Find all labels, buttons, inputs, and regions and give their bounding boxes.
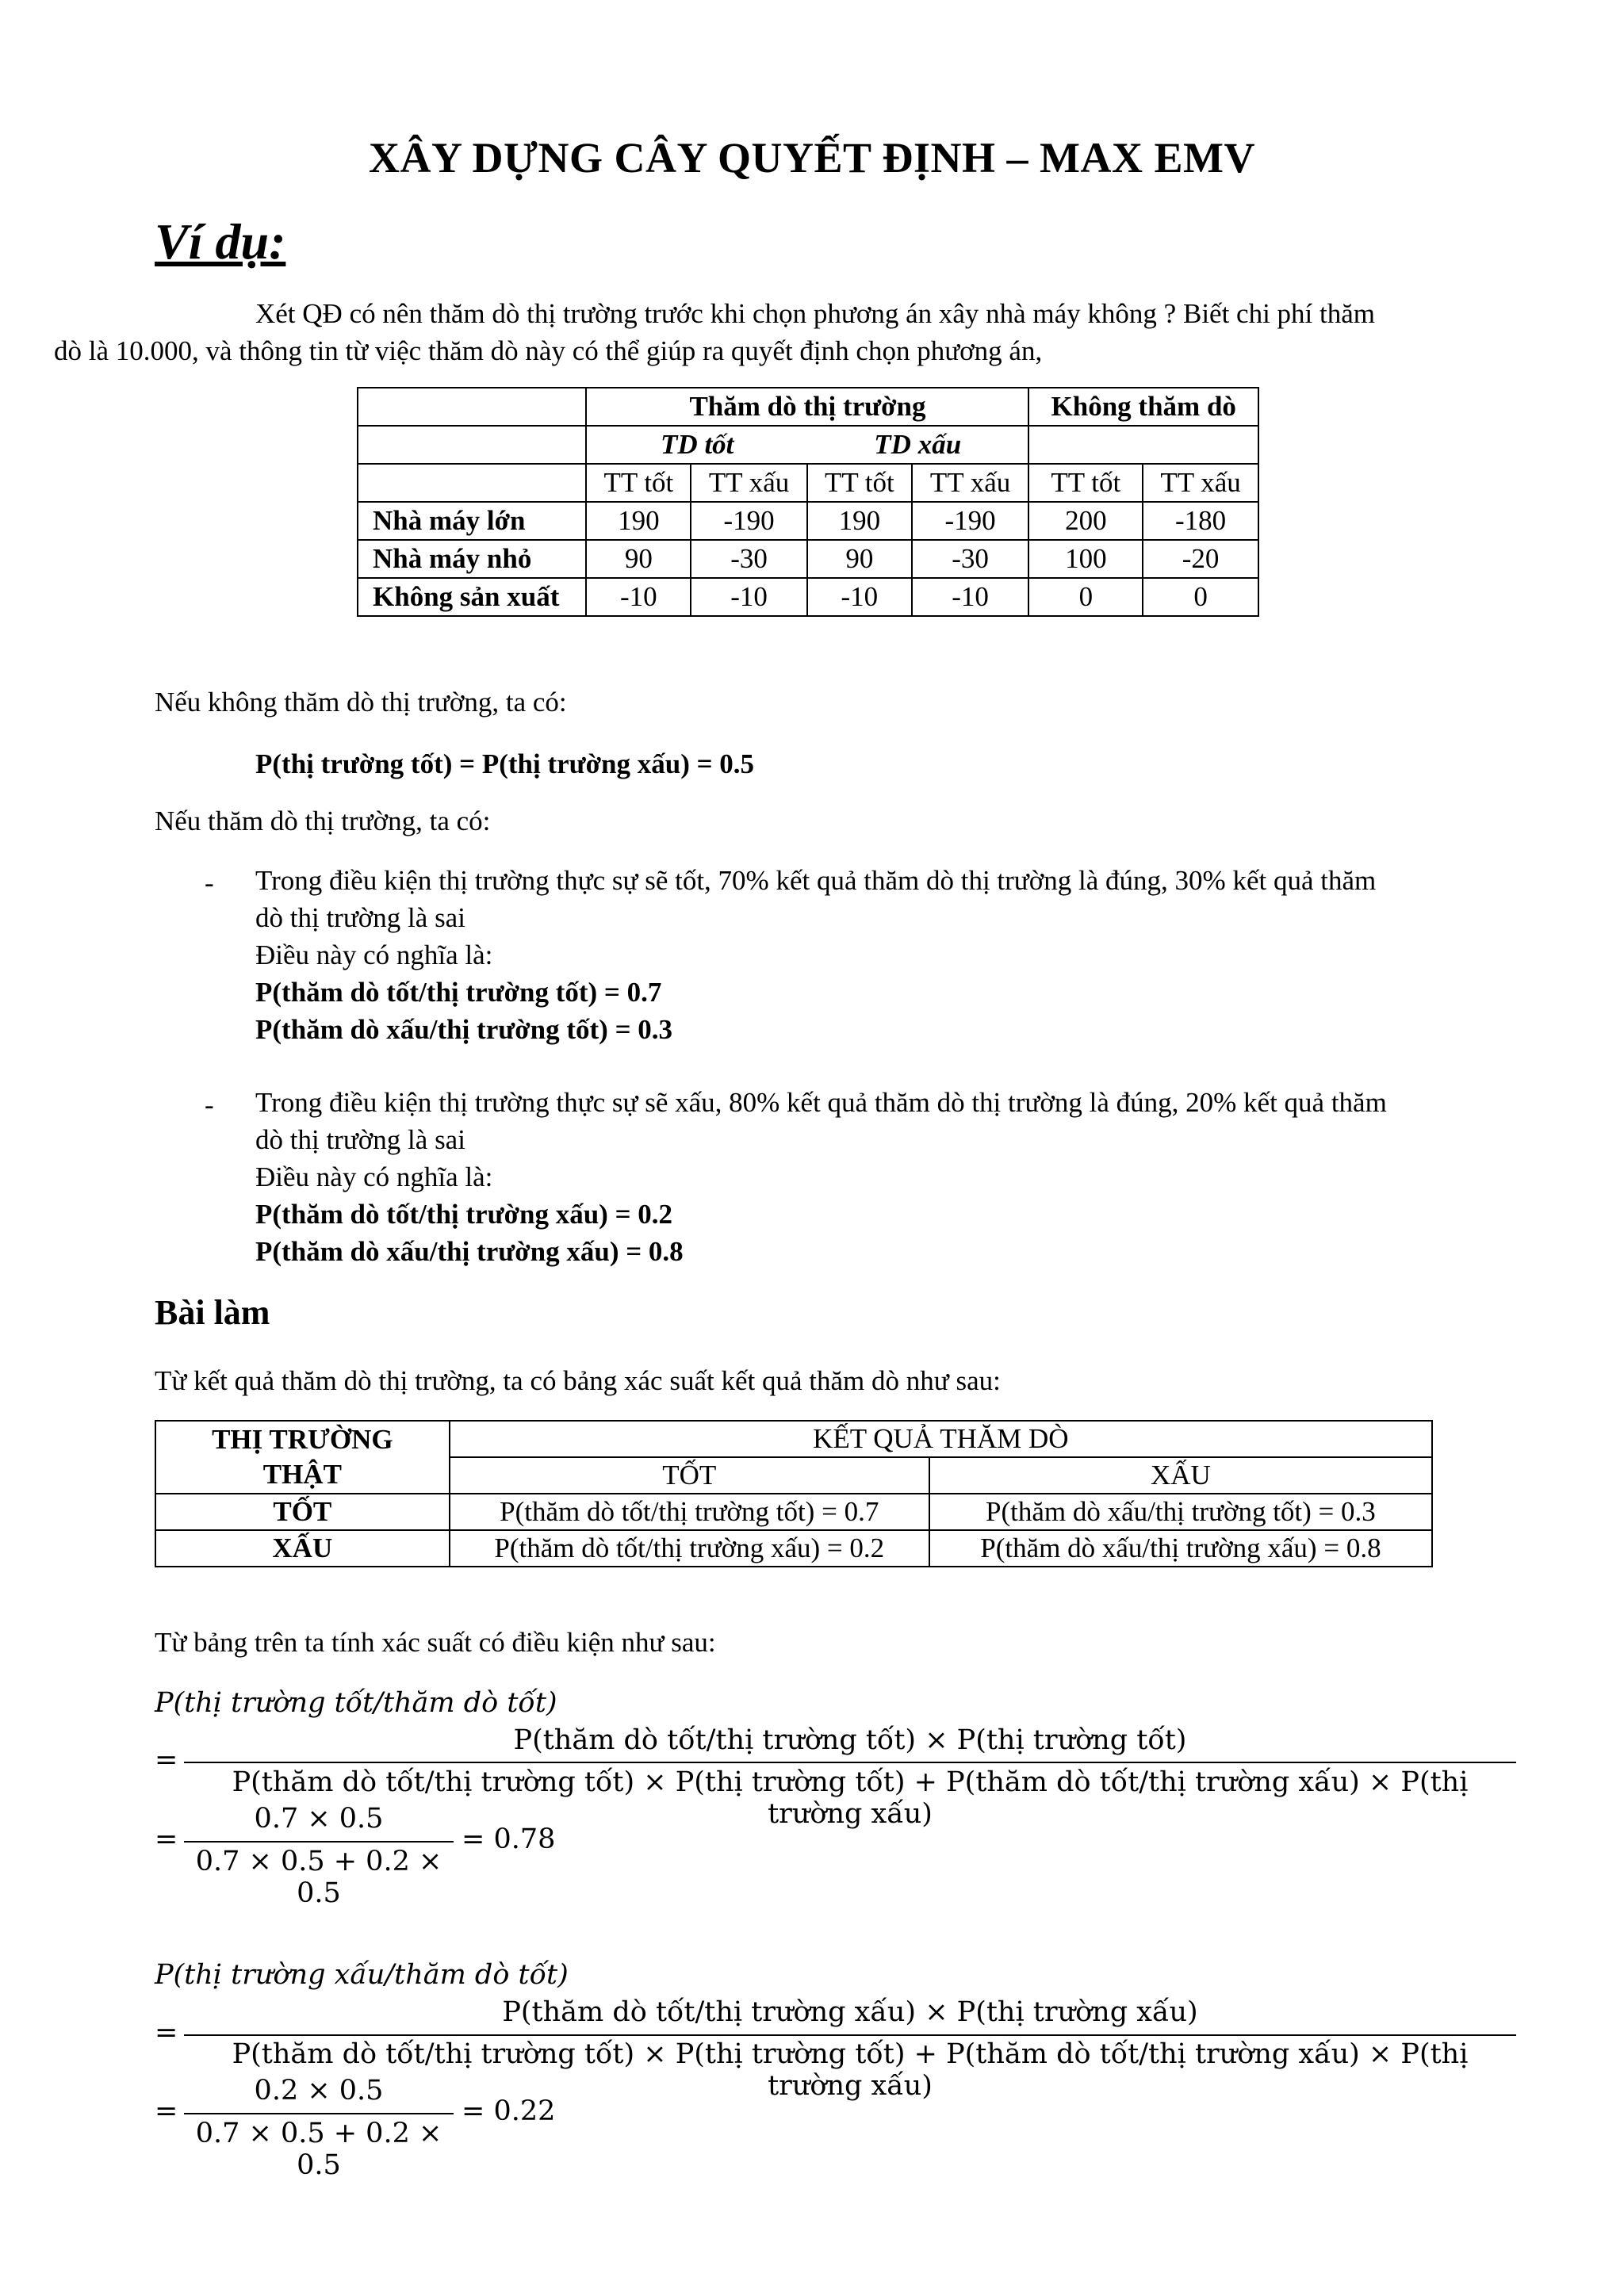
table-cell: -10 bbox=[691, 578, 807, 616]
col-header: TT tốt bbox=[586, 464, 691, 502]
bullet-1 bbox=[255, 862, 1564, 1048]
fraction-bar bbox=[184, 1841, 454, 1843]
equals-sign: = bbox=[155, 1823, 178, 1855]
row-label: TỐT bbox=[155, 1494, 450, 1530]
table-corner bbox=[358, 426, 586, 464]
row-label: Không sản xuất bbox=[358, 578, 586, 616]
intro-line-2: dò là 10.000, và thông tin từ việc thăm dò này có thể giúp ra quyết định chọn phương án, bbox=[54, 335, 1043, 366]
conditional-intro: Từ bảng trên ta tính xác suất có điều kiện như sau: bbox=[155, 1627, 716, 1658]
bullet-2-prob-1: P(thăm dò tốt/thị trường xấu) = 0.2 bbox=[255, 1199, 673, 1230]
formula-2-lhs: P(thị trường xấu/thăm dò tốt) bbox=[155, 1959, 569, 1991]
col-header-bad: XẤU bbox=[929, 1457, 1432, 1494]
example-heading: Ví dụ: bbox=[155, 213, 286, 270]
page-title: XÂY DỰNG CÂY QUYẾT ĐỊNH – MAX EMV bbox=[369, 134, 1255, 182]
formula-2-den-numeric: 0.7 × 0.5 + 0.2 × 0.5 bbox=[195, 2118, 442, 2181]
equals-sign: = bbox=[155, 1744, 178, 1776]
subheader-empty bbox=[1028, 426, 1258, 464]
bullet-1-line-3: Điều này có nghĩa là: bbox=[255, 939, 493, 970]
bullet-1-line-2: dò thị trường là sai bbox=[255, 902, 465, 933]
bullet-2-line-2: dò thị trường là sai bbox=[255, 1124, 465, 1155]
col-header-good: TỐT bbox=[450, 1457, 929, 1494]
bullet-2-line-1: Trong điều kiện thị trường thực sự sẽ xấu, 80% kết quả thăm dò thị trường là đúng, 20% kết quả thăm bbox=[255, 1087, 1387, 1118]
subheader-td-bad: TD xấu bbox=[807, 426, 1029, 464]
row-header bbox=[155, 1421, 450, 1494]
table-cell: 0 bbox=[1143, 578, 1258, 616]
table-cell: -10 bbox=[586, 578, 691, 616]
probability-table bbox=[155, 1420, 1433, 1567]
bullet-1-prob-2: P(thăm dò xấu/thị trường tốt) = 0.3 bbox=[255, 1014, 673, 1045]
equals-sign: = bbox=[155, 2095, 178, 2127]
table-cell: 90 bbox=[807, 540, 912, 578]
table-corner bbox=[358, 464, 586, 502]
table-cell: P(thăm dò tốt/thị trường xấu) = 0.2 bbox=[450, 1530, 929, 1567]
formula-1-den-numeric: 0.7 × 0.5 + 0.2 × 0.5 bbox=[195, 1846, 442, 1909]
formula-2-result: = 0.22 bbox=[462, 2095, 556, 2127]
row-header-line-2: THẬT bbox=[262, 1459, 342, 1490]
no-survey-prob: P(thị trường tốt) = P(thị trường xấu) = 0.5 bbox=[255, 748, 755, 779]
bullet-2-prob-2: P(thăm dò xấu/thị trường xấu) = 0.8 bbox=[255, 1236, 684, 1267]
formula-1-lhs: P(thị trường tốt/thăm dò tốt) bbox=[155, 1687, 557, 1719]
table-cell: 100 bbox=[1028, 540, 1143, 578]
table-cell: -30 bbox=[912, 540, 1029, 578]
row-header-line-1: THỊ TRƯỜNG bbox=[212, 1424, 393, 1455]
table-cell: -10 bbox=[807, 578, 912, 616]
bullet-1-prob-1: P(thăm dò tốt/thị trường tốt) = 0.7 bbox=[255, 977, 662, 1008]
solution-intro: Từ kết quả thăm dò thị trường, ta có bảng xác suất kết quả thăm dò như sau: bbox=[155, 1365, 1001, 1396]
formula-1-denominator: P(thăm dò tốt/thị trường tốt) × P(thị trường tốt) + P(thăm dò tốt/thị trường xấu) × P(thị trường xấu) bbox=[232, 1766, 1469, 1830]
col-header: TT xấu bbox=[691, 464, 807, 502]
formula-1-num-numeric: 0.7 × 0.5 bbox=[254, 1803, 384, 1835]
table-cell: -190 bbox=[912, 502, 1029, 540]
table-corner bbox=[358, 388, 586, 426]
table-cell: P(thăm dò tốt/thị trường tốt) = 0.7 bbox=[450, 1494, 929, 1530]
group-header-survey: Thăm dò thị trường bbox=[586, 388, 1028, 426]
row-label: XẤU bbox=[155, 1530, 450, 1567]
formula-1-result: = 0.78 bbox=[462, 1823, 556, 1855]
formula-2-numerator: P(thăm dò tốt/thị trường xấu) × P(thị trường xấu) bbox=[502, 1996, 1198, 2028]
row-label: Nhà máy nhỏ bbox=[358, 540, 586, 578]
table-cell: 190 bbox=[586, 502, 691, 540]
table-cell: 0 bbox=[1028, 578, 1143, 616]
formula-1-numerator: P(thăm dò tốt/thị trường tốt) × P(thị trường tốt) bbox=[513, 1724, 1187, 1756]
table-row bbox=[155, 1530, 1432, 1567]
bullet-dash: - bbox=[205, 867, 214, 898]
bullet-dash: - bbox=[205, 1089, 214, 1120]
col-header: TT tốt bbox=[1028, 464, 1143, 502]
table-cell: -180 bbox=[1143, 502, 1258, 540]
row-label: Nhà máy lớn bbox=[358, 502, 586, 540]
table-cell: -30 bbox=[691, 540, 807, 578]
col-header: TT xấu bbox=[1143, 464, 1258, 502]
table-row bbox=[358, 578, 1258, 616]
table-cell: P(thăm dò xấu/thị trường tốt) = 0.3 bbox=[929, 1494, 1432, 1530]
subheader-td-good: TD tốt bbox=[586, 426, 807, 464]
group-header-no-survey: Không thăm dò bbox=[1028, 388, 1258, 426]
fraction-bar bbox=[184, 2034, 1516, 2036]
table-cell: -10 bbox=[912, 578, 1029, 616]
table-cell: -20 bbox=[1143, 540, 1258, 578]
table-cell: 200 bbox=[1028, 502, 1143, 540]
bullet-2-line-3: Điều này có nghĩa là: bbox=[255, 1161, 493, 1192]
equals-sign: = bbox=[155, 2017, 178, 2049]
payoff-table bbox=[357, 387, 1259, 617]
intro-line-1: Xét QĐ có nên thăm dò thị trường trước khi chọn phương án xây nhà máy không ? Biết chi phí thăm bbox=[255, 298, 1376, 329]
table-cell: 190 bbox=[807, 502, 912, 540]
no-survey-line: Nếu không thăm dò thị trường, ta có: bbox=[155, 687, 567, 718]
table-row bbox=[155, 1494, 1432, 1530]
formula-2-denominator: P(thăm dò tốt/thị trường tốt) × P(thị trường tốt) + P(thăm dò tốt/thị trường xấu) × P(thị trường xấu) bbox=[232, 2038, 1469, 2102]
formula-2-num-numeric: 0.2 × 0.5 bbox=[254, 2075, 384, 2107]
solution-heading: Bài làm bbox=[155, 1293, 270, 1332]
table-row bbox=[358, 502, 1258, 540]
col-header: TT tốt bbox=[807, 464, 912, 502]
table-cell: -190 bbox=[691, 502, 807, 540]
bullet-1-line-1: Trong điều kiện thị trường thực sự sẽ tốt, 70% kết quả thăm dò thị trường là đúng, 30% kết quả thăm bbox=[255, 865, 1377, 896]
table-cell: 90 bbox=[586, 540, 691, 578]
fraction-bar bbox=[184, 1762, 1516, 1763]
fraction-bar bbox=[184, 2113, 454, 2114]
survey-line: Nếu thăm dò thị trường, ta có: bbox=[155, 806, 491, 836]
result-header: KẾT QUẢ THĂM DÒ bbox=[450, 1421, 1432, 1457]
intro-paragraph bbox=[54, 295, 1487, 369]
table-row bbox=[358, 540, 1258, 578]
col-header: TT xấu bbox=[912, 464, 1029, 502]
bullet-2 bbox=[255, 1084, 1564, 1270]
table-cell: P(thăm dò xấu/thị trường xấu) = 0.8 bbox=[929, 1530, 1432, 1567]
